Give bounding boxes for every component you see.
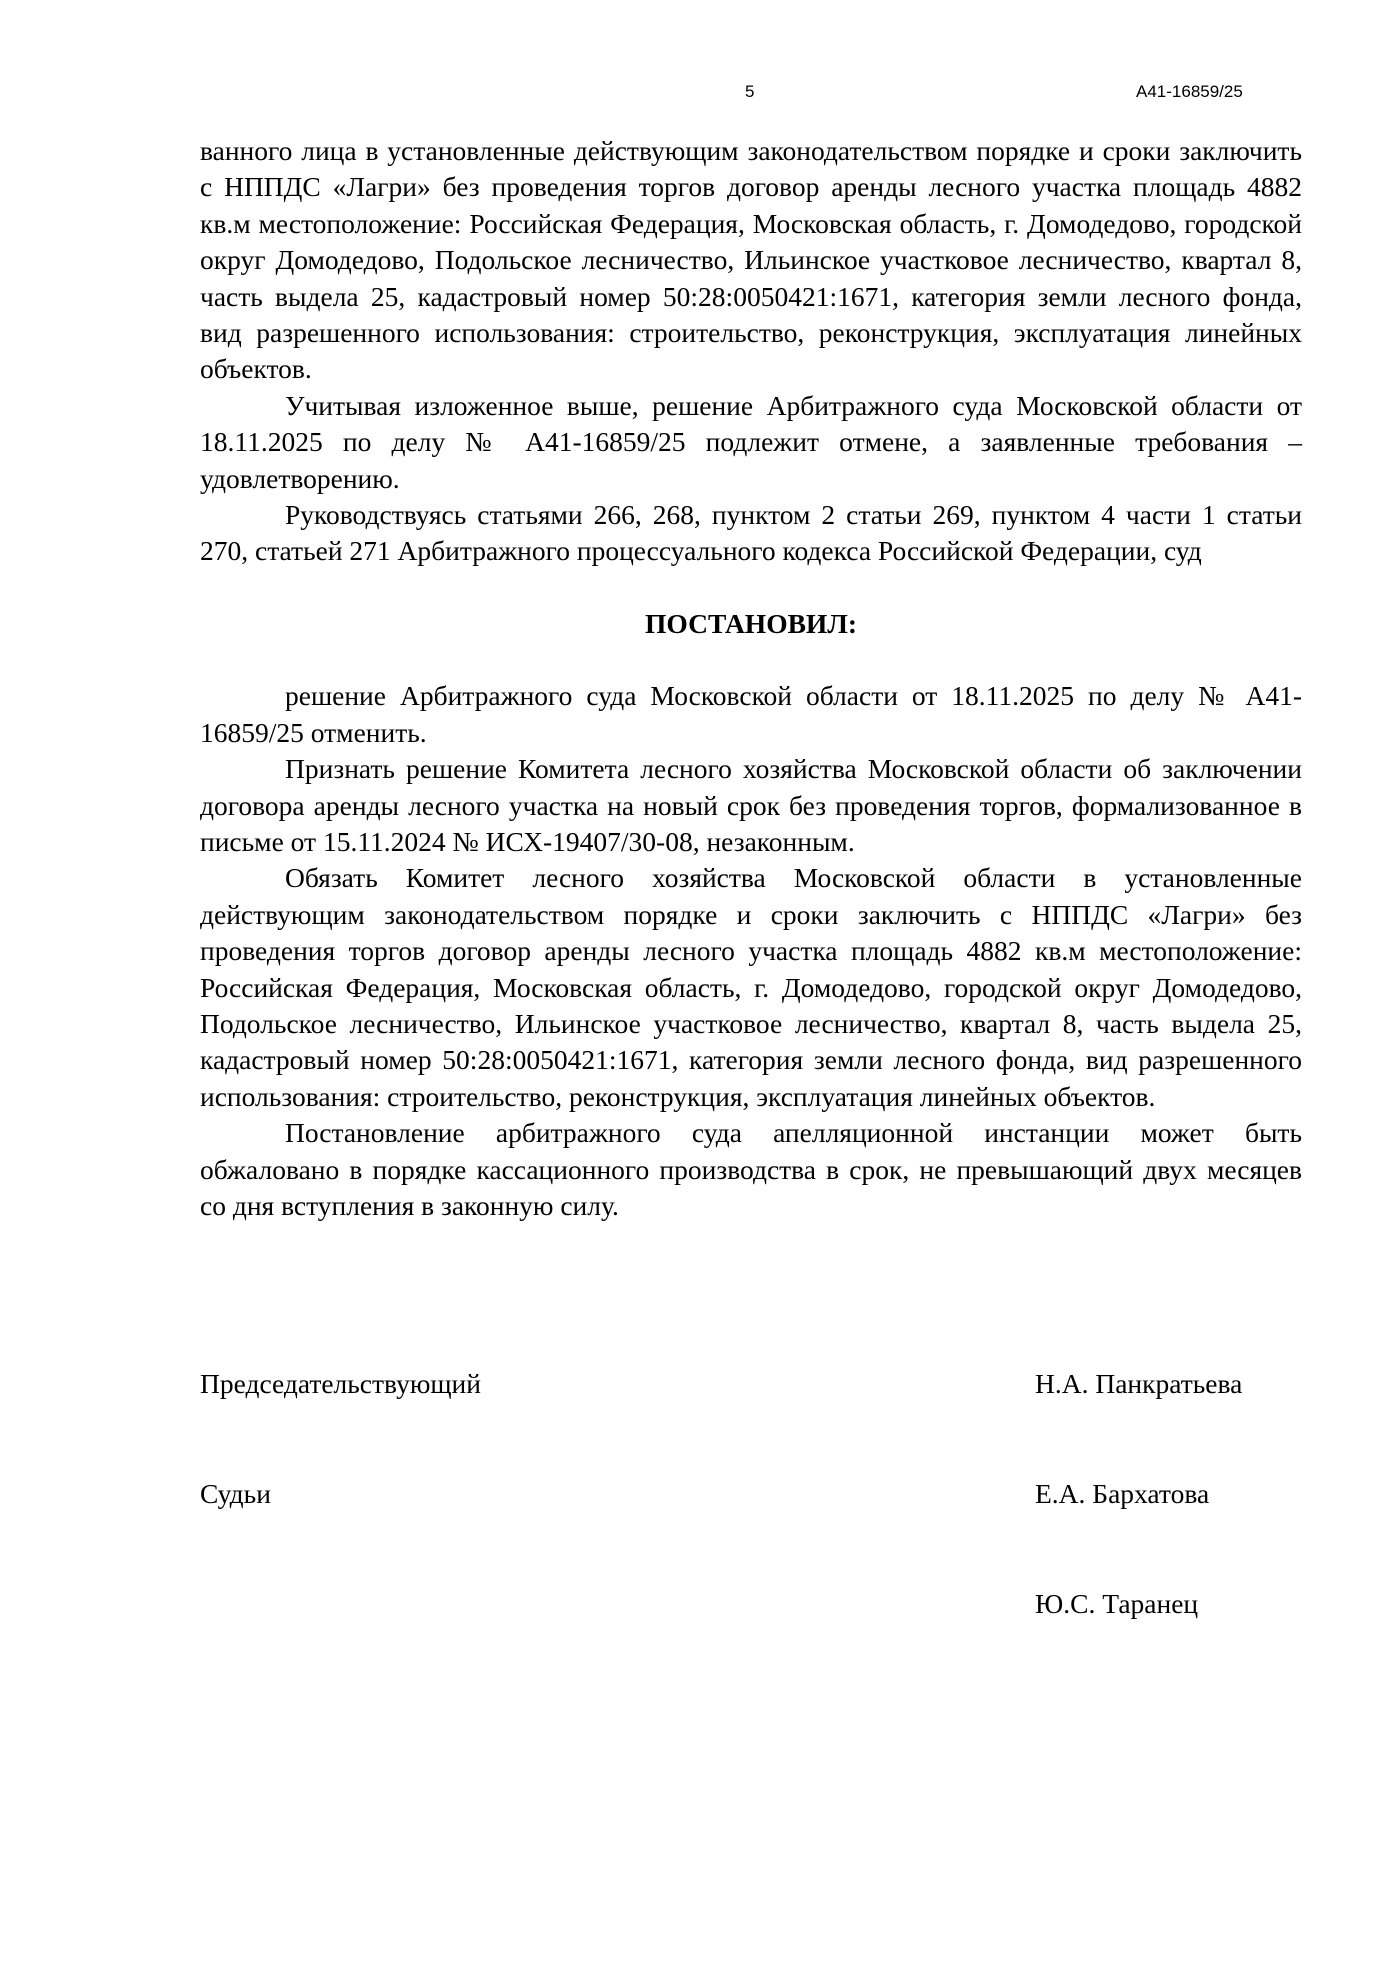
paragraph-continuation: ванного лица в установленные действующим законодательством порядке и сроки заключить с НППДС «Лагри» без проведения торгов договор аренды лесного участка площадь 4882 кв.м местоположение: Российская Федерация, Московская область, г. Домодедово, городской округ Домодедово, Подольское лесничество, Ильинское участковое лесничество, квартал 8, часть выдела 25, кадастровый номер 50:28:0050421:1671, категория земли лесного фонда, вид разрешенного использования: строительство, реконструкция, эксплуатация линейных объектов. bbox=[200, 135, 1302, 385]
paragraph-conclusion: Учитывая изложенное выше, решение Арбитражного суда Московской области от 18.11.2025 по делу № А41-16859/25 подлежит отмене, а заявленные требования – удовлетворению. bbox=[200, 389, 1302, 494]
page-number: 5 bbox=[745, 82, 755, 101]
signature-row-judge-2 bbox=[200, 1586, 1302, 1622]
paragraph-decision-unlawful: Признать решение Комитета лесного хозяйства Московской области об заключении договора аренды лесного участка на новый срок без проведения торгов, формализованное в письме от 15.11.2024 № ИСХ-19407/30-08, незаконным. bbox=[200, 753, 1302, 857]
paragraph-decision-obligation: Обязать Комитет лесного хозяйства Московской области в установленные действующим законодательством порядке и сроки заключить с НППДС «Лагри» без проведения торгов договор аренды лесного участка площадь 4882 кв.м местоположение: Российская Федерация, Московская область, г. Домодедово, городской округ Домодедово, Подольское лесничество, Ильинское участковое лесничество, квартал 8, часть выдела 25, кадастровый номер 50:28:0050421:1671, категория земли лесного фонда, вид разрешенного использования: строительство, реконструкция, эксплуатация линейных объектов. bbox=[200, 862, 1302, 1112]
case-number: А41-16859/25 bbox=[1136, 82, 1243, 101]
presiding-name: Н.А. Панкратьева bbox=[1035, 1368, 1243, 1399]
judge-1-name: Е.А. Бархатова bbox=[1035, 1478, 1210, 1509]
judge-2-name: Ю.С. Таранец bbox=[1035, 1588, 1199, 1619]
page-header bbox=[0, 82, 1400, 104]
resolution-title: ПОСТАНОВИЛ: bbox=[645, 607, 857, 639]
judges-label: Судьи bbox=[200, 1478, 271, 1509]
signature-row-judges bbox=[200, 1476, 1302, 1512]
paragraph-decision-cancel: решение Арбитражного суда Московской области от 18.11.2025 по делу № А41-16859/25 отменить. bbox=[200, 680, 1302, 748]
paragraph-appeal-notice: Постановление арбитражного суда апелляционной инстанции может быть обжаловано в порядке кассационного производства в срок, не превышающий двух месяцев со дня вступления в законную силу. bbox=[200, 1117, 1302, 1221]
paragraph-legal-basis: Руководствуясь статьями 266, 268, пунктом 2 статьи 269, пунктом 4 части 1 статьи 270, статьей 271 Арбитражного процессуального кодекса Российской Федерации, суд bbox=[200, 499, 1302, 567]
presiding-label: Председательствующий bbox=[200, 1368, 481, 1399]
signature-row-presiding bbox=[200, 1366, 1302, 1402]
document-body bbox=[200, 133, 1302, 1224]
signature-block bbox=[200, 1366, 1302, 1622]
